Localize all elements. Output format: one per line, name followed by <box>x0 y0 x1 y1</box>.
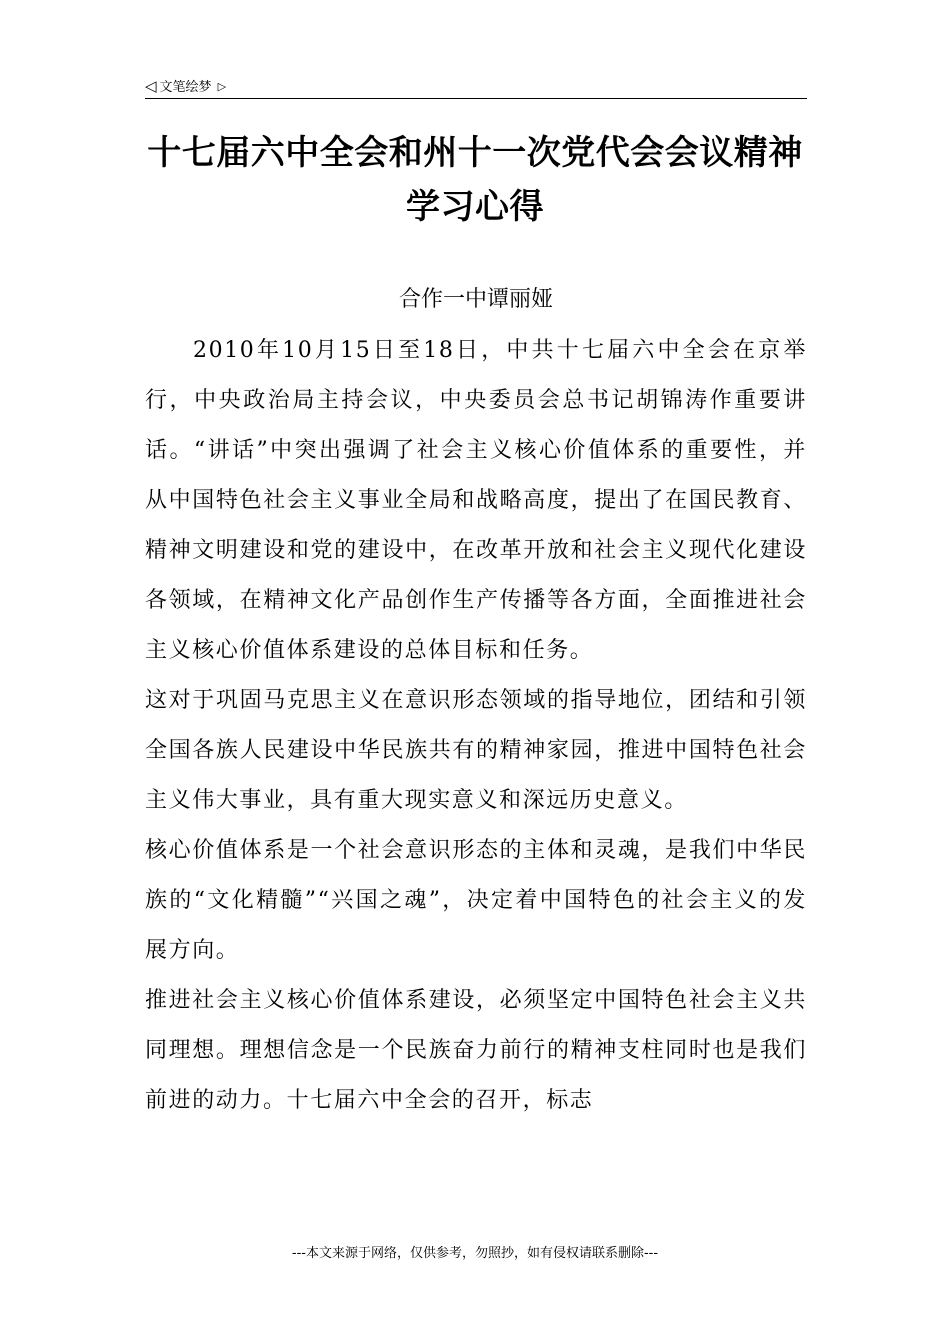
header-text: 文笔绘梦 <box>159 80 212 95</box>
running-header <box>145 76 807 99</box>
triangle-left-icon: ◁ <box>145 77 157 95</box>
title-line-1: 十七届六中全会和州十一次党代会会议精神 <box>147 133 803 173</box>
triangle-right-icon: ▷ <box>217 80 227 93</box>
paragraph: 这对于巩固马克思主义在意识形态领域的指导地位，团结和引领全国各族人民建设中华民族共有的精神家园，推进中国特色社会主义伟大事业，具有重大现实意义和深远历史意义。 <box>145 688 807 813</box>
paragraph: 2010年10月15日至18日，中共十七届六中全会在京举行，中央政治局主持会议，中央委员会总书记胡锦涛作重要讲话。“讲话”中突出强调了社会主义核心价值体系的重要性，并从中国特色社会主义事业全局和战略高度，提出了在国民教育、精神文明建设和党的建设中，在改革开放和社会主义现代化建设各领域，在精神文化产品创作生产传播等各方面，全面推进社会主义核心价值体系建设的总体目标和任务。 <box>145 338 807 663</box>
body-text <box>145 326 807 1126</box>
author-line: 合作一中谭丽娅 <box>398 287 553 312</box>
document-title <box>120 126 830 234</box>
title-line-2: 学习心得 <box>406 187 544 227</box>
paragraph: 核心价值体系是一个社会意识形态的主体和灵魂，是我们中华民族的“文化精髓”“兴国之魂”，决定着中国特色的社会主义的发展方向。 <box>145 838 807 963</box>
paragraph: 推进社会主义核心价值体系建设，必须坚定中国特色社会主义共同理想。理想信念是一个民族奋力前行的精神支柱同时也是我们前进的动力。十七届六中全会的召开，标志 <box>145 988 807 1113</box>
footer-disclaimer: ---本文来源于网络，仅供参考，勿照抄，如有侵权请联系删除--- <box>291 1246 659 1261</box>
